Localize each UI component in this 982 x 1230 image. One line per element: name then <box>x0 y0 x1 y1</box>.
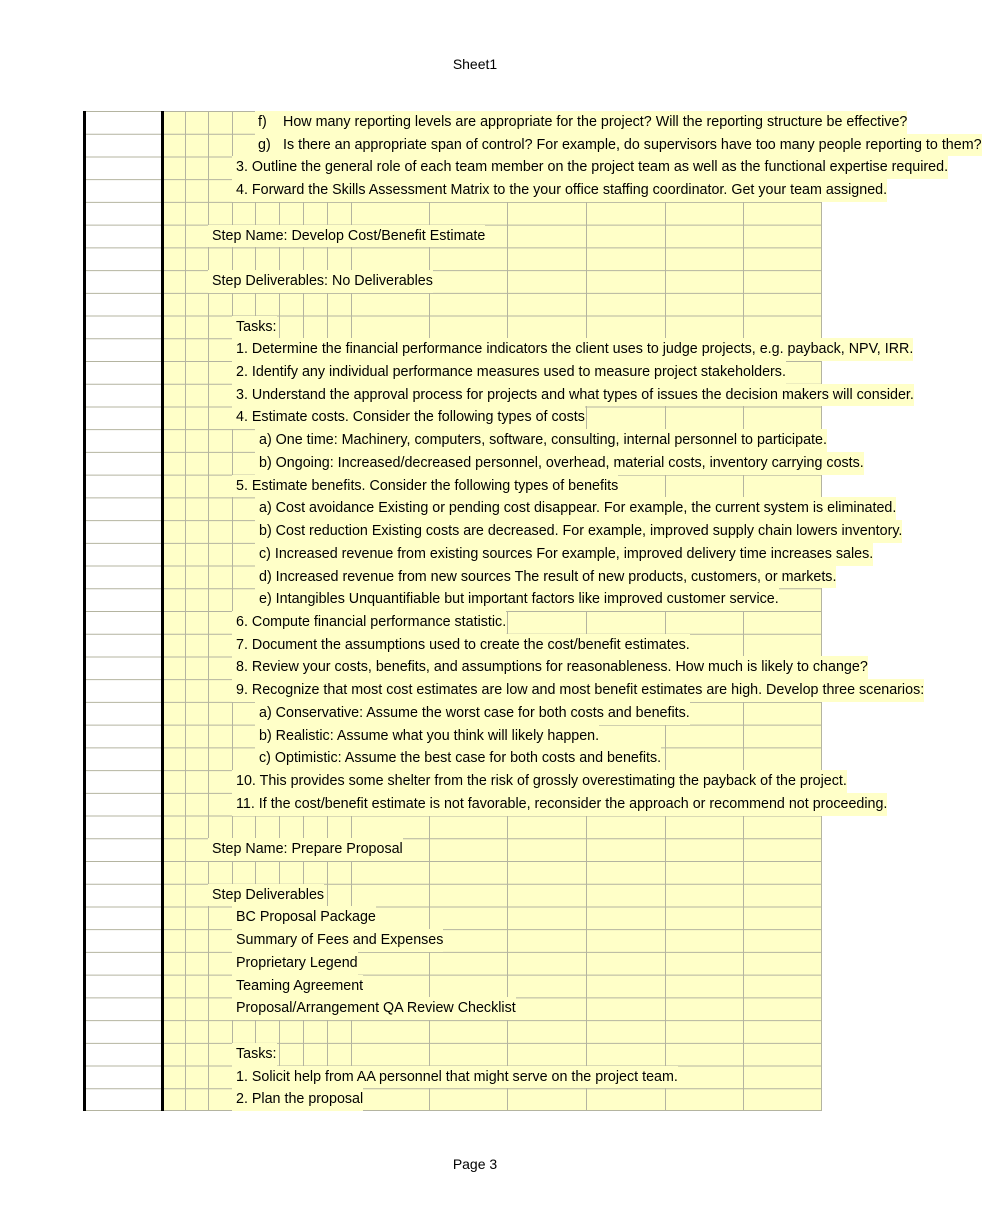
table-row <box>83 1043 822 1066</box>
table-row <box>83 656 868 679</box>
table-row <box>83 838 822 861</box>
cell-text[interactable]: BC Proposal Package <box>232 906 376 929</box>
cell-text[interactable]: a) Cost avoidance Existing or pending cost disappear. For example, the current system is eliminated. <box>255 497 896 520</box>
table-row <box>83 134 982 157</box>
table-row <box>83 179 888 202</box>
page-number: Page 3 <box>452 1156 498 1172</box>
cell-text[interactable]: 4. Forward the Skills Assessment Matrix to the your office staffing coordinator. Get your team assigned. <box>232 179 887 202</box>
table-row <box>83 293 822 316</box>
table-row <box>83 1088 822 1111</box>
cell-text[interactable]: Proposal/Arrangement QA Review Checklist <box>232 997 516 1020</box>
table-row <box>83 475 822 498</box>
cell-text[interactable]: 3. Understand the approval process for projects and what types of issues the decision makers will consider. <box>232 384 914 407</box>
table-row <box>83 429 827 452</box>
cell-text[interactable]: d) Increased revenue from new sources The result of new products, customers, or markets. <box>255 566 836 589</box>
cell-text[interactable]: Summary of Fees and Expenses <box>232 929 443 952</box>
table-row <box>83 225 822 248</box>
cell-text[interactable]: 2. Plan the proposal <box>232 1088 363 1111</box>
cell-text[interactable]: e) Intangibles Unquantifiable but important factors like improved customer service. <box>255 588 779 611</box>
cell-text[interactable]: 8. Review your costs, benefits, and assumptions for reasonableness. How much is likely to change? <box>232 656 868 679</box>
cell-text[interactable]: 11. If the cost/benefit estimate is not favorable, reconsider the approach or recommend not proceeding. <box>232 793 887 816</box>
table-row <box>83 497 897 520</box>
table-row <box>83 611 822 634</box>
table-row <box>83 929 822 952</box>
table-row <box>83 884 822 907</box>
cell-text[interactable]: Is there an appropriate span of control? For example, do supervisors have too many people reporting to them? <box>279 134 982 157</box>
table-row <box>83 361 822 384</box>
cell-text[interactable]: Step Deliverables <box>208 884 324 907</box>
table-row <box>83 156 949 179</box>
table-row <box>83 816 822 839</box>
cell-text[interactable]: 1. Determine the financial performance indicators the client uses to judge projects, e.g. payback, NPV, IRR. <box>232 338 913 361</box>
table-row <box>83 634 822 657</box>
table-row <box>83 316 822 339</box>
table-row <box>83 770 847 793</box>
table-row <box>83 566 837 589</box>
cell-text[interactable]: 5. Estimate benefits. Consider the following types of benefits <box>232 475 618 498</box>
table-row <box>83 747 822 770</box>
cell-text[interactable]: 4. Estimate costs. Consider the following types of costs <box>232 406 585 429</box>
spreadsheet-grid[interactable] <box>83 111 982 1111</box>
table-row <box>83 270 822 293</box>
cell-text[interactable]: c) Optimistic: Assume the best case for both costs and benefits. <box>255 747 661 770</box>
cell-text[interactable]: Step Name: Develop Cost/Benefit Estimate <box>208 225 485 248</box>
cell-text[interactable]: 9. Recognize that most cost estimates are low and most benefit estimates are high. Develop three scenarios: <box>232 679 924 702</box>
grid-rows <box>83 111 982 1111</box>
table-row <box>83 1066 822 1089</box>
list-marker[interactable]: g) <box>255 134 279 157</box>
table-row <box>83 997 822 1020</box>
table-row <box>83 861 822 884</box>
table-row <box>83 111 908 134</box>
cell-text[interactable]: Proprietary Legend <box>232 952 358 975</box>
table-row <box>83 906 822 929</box>
table-row <box>83 952 822 975</box>
table-row <box>83 679 925 702</box>
cell-text[interactable]: a) One time: Machinery, computers, software, consulting, internal personnel to participate. <box>255 429 827 452</box>
table-row <box>83 793 888 816</box>
cell-text[interactable]: Teaming Agreement <box>232 975 363 998</box>
cell-text[interactable]: 1. Solicit help from AA personnel that might serve on the project team. <box>232 1066 678 1089</box>
table-row <box>83 247 822 270</box>
cell-text[interactable]: c) Increased revenue from existing sources For example, improved delivery time increases sales. <box>255 543 873 566</box>
cell-text[interactable]: 7. Document the assumptions used to create the cost/benefit estimates. <box>232 634 690 657</box>
cell-text[interactable]: b) Cost reduction Existing costs are decreased. For example, improved supply chain lowers inventory. <box>255 520 902 543</box>
cell-text[interactable]: 6. Compute financial performance statistic. <box>232 611 506 634</box>
table-row <box>83 588 822 611</box>
table-row <box>83 202 822 225</box>
cell-text[interactable]: 3. Outline the general role of each team member on the project team as well as the functional expertise required. <box>232 156 948 179</box>
table-row <box>83 543 874 566</box>
list-marker[interactable]: f) <box>255 111 279 134</box>
cell-text[interactable]: a) Conservative: Assume the worst case for both costs and benefits. <box>255 702 690 725</box>
table-row <box>83 406 822 429</box>
cell-text[interactable]: b) Ongoing: Increased/decreased personnel, overhead, material costs, inventory carrying costs. <box>255 452 864 475</box>
table-row <box>83 725 822 748</box>
table-row <box>83 452 864 475</box>
cell-text[interactable]: How many reporting levels are appropriate for the project? Will the reporting structure be effective? <box>279 111 907 134</box>
table-row <box>83 975 822 998</box>
table-row <box>83 1020 822 1043</box>
cell-text[interactable]: Step Name: Prepare Proposal <box>208 838 403 861</box>
table-row <box>83 702 822 725</box>
sheet-title: Sheet1 <box>452 56 498 72</box>
cell-text[interactable]: Step Deliverables: No Deliverables <box>208 270 433 293</box>
table-row <box>83 520 903 543</box>
cell-text[interactable]: Tasks: <box>232 1043 277 1066</box>
cell-text[interactable]: b) Realistic: Assume what you think will likely happen. <box>255 725 599 748</box>
table-row <box>83 338 914 361</box>
cell-text[interactable]: Tasks: <box>232 316 277 339</box>
cell-text[interactable]: 2. Identify any individual performance measures used to measure project stakeholders. <box>232 361 786 384</box>
table-row <box>83 384 914 407</box>
cell-text[interactable]: 10. This provides some shelter from the risk of grossly overestimating the payback of the project. <box>232 770 847 793</box>
